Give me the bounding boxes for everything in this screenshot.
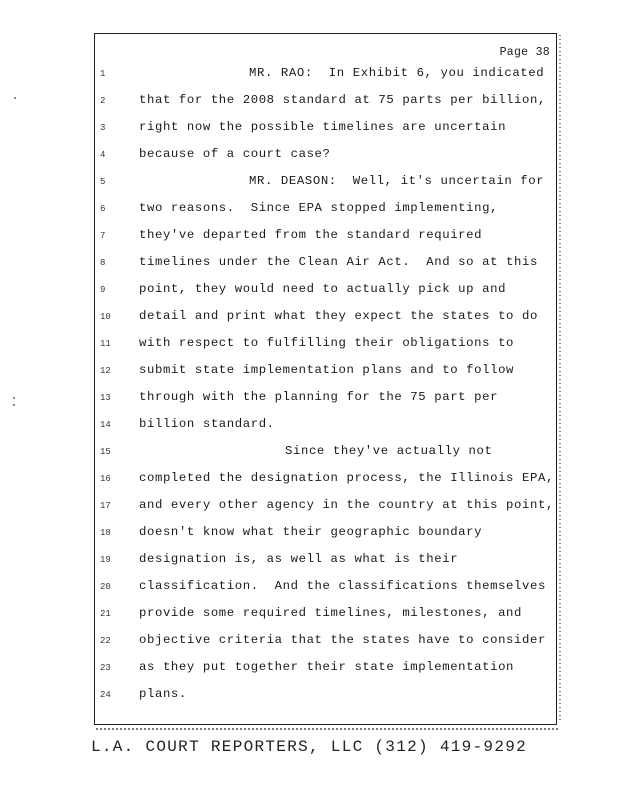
transcript-line [0, 497, 618, 517]
line-text: that for the 2008 standard at 75 parts per billion, [139, 93, 546, 107]
line-number: 3 [100, 123, 106, 133]
line-text: provide some required timelines, milestones, and [139, 606, 523, 620]
transcript-line [0, 227, 618, 247]
transcript-line [0, 92, 618, 112]
line-number: 6 [100, 204, 106, 214]
line-number: 1 [100, 69, 106, 79]
line-number: 9 [100, 285, 106, 295]
line-number: 14 [100, 420, 111, 430]
line-text: and every other agency in the country at this point, [139, 498, 554, 512]
bottom-edge-dotted-border [96, 728, 558, 730]
line-text: Since they've actually not [285, 444, 493, 458]
line-text: plans. [139, 687, 187, 701]
transcript-line [0, 281, 618, 301]
line-text: MR. DEASON: Well, it's uncertain for [249, 174, 545, 188]
transcript-line [0, 632, 618, 652]
transcript-line [0, 335, 618, 355]
transcript-line [0, 605, 618, 625]
line-number: 7 [100, 231, 106, 241]
line-text: classification. And the classifications themselves [139, 579, 546, 593]
line-text: through with the planning for the 75 part per [139, 390, 499, 404]
transcript-line [0, 551, 618, 571]
transcript-line [0, 308, 618, 328]
line-number: 13 [100, 393, 111, 403]
transcript-line [0, 173, 618, 193]
transcript-line [0, 686, 618, 706]
line-number: 2 [100, 96, 106, 106]
transcript-line [0, 578, 618, 598]
transcript-line [0, 146, 618, 166]
page-number: Page 38 [499, 46, 550, 59]
transcript-line [0, 524, 618, 544]
line-text: MR. RAO: In Exhibit 6, you indicated [249, 66, 545, 80]
transcript-line [0, 470, 618, 490]
line-text: they've departed from the standard required [139, 228, 483, 242]
line-number: 21 [100, 609, 111, 619]
line-text: point, they would need to actually pick up and [139, 282, 507, 296]
line-number: 11 [100, 339, 111, 349]
line-text: because of a court case? [139, 147, 331, 161]
transcript-line [0, 389, 618, 409]
line-number: 24 [100, 690, 111, 700]
line-number: 12 [100, 366, 111, 376]
line-number: 19 [100, 555, 111, 565]
transcript-line [0, 443, 618, 463]
line-number: 10 [100, 312, 111, 322]
line-text: with respect to fulfilling their obligations to [139, 336, 515, 350]
line-text: detail and print what they expect the states to do [139, 309, 538, 323]
transcript-line [0, 416, 618, 436]
line-text: doesn't know what their geographic boundary [139, 525, 483, 539]
line-number: 8 [100, 258, 106, 268]
line-number: 5 [100, 177, 106, 187]
line-text: as they put together their state implementation [139, 660, 515, 674]
line-text: completed the designation process, the Illinois EPA, [139, 471, 554, 485]
line-number: 18 [100, 528, 111, 538]
line-number: 20 [100, 582, 111, 592]
transcript-line [0, 362, 618, 382]
line-text: billion standard. [139, 417, 275, 431]
line-text: objective criteria that the states have to consider [139, 633, 546, 647]
transcript-line [0, 200, 618, 220]
line-number: 23 [100, 663, 111, 673]
line-text: two reasons. Since EPA stopped implementing, [139, 201, 499, 215]
transcript-line [0, 65, 618, 85]
line-number: 17 [100, 501, 111, 511]
line-text: timelines under the Clean Air Act. And so at this [139, 255, 538, 269]
line-text: right now the possible timelines are uncertain [139, 120, 507, 134]
transcript-line [0, 254, 618, 274]
line-number: 16 [100, 474, 111, 484]
line-text: submit state implementation plans and to follow [139, 363, 515, 377]
transcript-line [0, 659, 618, 679]
transcript-line [0, 119, 618, 139]
line-number: 22 [100, 636, 111, 646]
line-number: 4 [100, 150, 106, 160]
court-reporter-footer: L.A. COURT REPORTERS, LLC (312) 419-9292 [90, 738, 528, 756]
line-text: designation is, as well as what is their [139, 552, 459, 566]
line-number: 15 [100, 447, 111, 457]
